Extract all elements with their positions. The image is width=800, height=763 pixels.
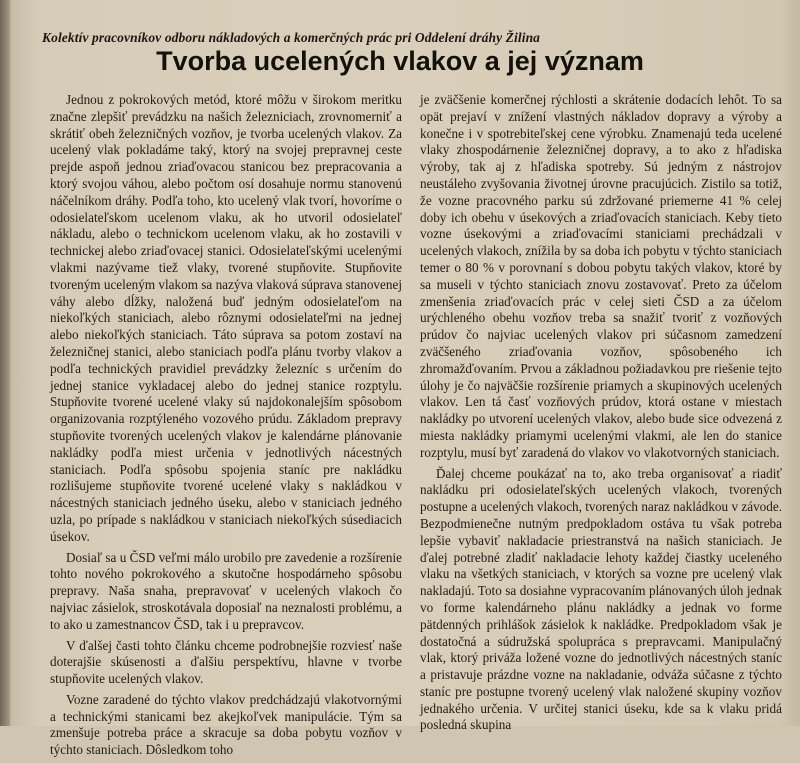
- paragraph: V ďalšej časti tohto článku chceme podrobnejšie rozviesť naše doterajšie skúsenosti a ďalšiu perspektívu, hlavne v tvorbe stupňovite ucelených vlakov.: [50, 637, 402, 687]
- paragraph: je zväčšenie komerčnej rýchlosti a skrátenie dodacích lehôt. To sa opät prejaví v znížení vlastných nákladov dopravy a výroby a konečne i v spotrebiteľskej cene výrobku. Znamenajú teda ucelené vlaky zhospodárnenie železničnej dopravy, a to ako z hľadiska výroby, tak aj z hľadiska spotreby. Sú jedným z nástrojov neustáleho zvyšovania životnej úrovne pracujúcich. Zistilo sa totiž, že vozne pracovného parku sú zdržované priemerne 41 % celej doby ich obehu v úsekových a zriaďovacích staniciach. Keby tieto vozne úsekovými a zriaďovacími staniciami prechádzali v ucelených vlakoch, znížila by sa doba ich pobytu v týchto staniciach temer o 80 % v porovnaní s dobou pobytu takých vlakov, ktoré by sa museli v týchto staniciach znovu zostavovať. Preto za účelom zmenšenia zriaďovacích prác v celej sieti ČSD a za účelom urýchleného obehu vozňov treba sa snažiť tvoriť z vozňových prúdov čo najviac ucelených vlakov pri súčasnom zamedzení zväčšeného zriaďovania vozňov, spôsobeného ich zhromažďovaním. Prvou a základnou požiadavkou pre riešenie tejto úlohy je čo najväčšie rozšírenie priamych a skupinových ucelených vlakov. Len tá časť vozňových prúdov, ktorá ostane v miestach nakládky po utvorení ucelených vlakov, alebo bude sice odvezená z miesta nakládky priamymi ucelenými vlakmi, ale len do stanice rozptylu, musí byť zaradená do vlakov vo vlakotvorných staniciach.: [420, 92, 782, 460]
- article-title: Tvorba ucelených vlakov a jej význam: [156, 46, 644, 76]
- paragraph: Jednou z pokrokových metód, ktoré môžu v širokom meritku značne zlepšiť prevádzku na našich železniciach, zrovnomerniť a skrátiť obeh železničných vozňov, je tvorba ucelených vlakov. Za ucelený vlak pokladáme taký, ktorý na svojej prepravnej ceste prejde aspoň jednou zriaďovacou stanicou bez prepracovania a ktorý svojou váhou, alebo počtom osí dosahuje normu stanovenú náčelníkom dráhy. Podľa toho, kto ucelený vlak tvorí, hovoríme o odosielateľskom ucelenom vlaku, ak ho utvoril odosielateľ nákladu, alebo o technickom ucelenom vlaku, ak ho zostavili v technickej alebo zriaďovacej stanici. Odosielateľskými ucelenými vlakmi nazývame tiež vlaky, tvorené stupňovite. Stupňovite tvoreným uceleným vlakom sa nazýva vlaková súprava stanovenej váhy alebo dĺžky, naložená buď jedným odosielateľom na niekoľkých staniciach, alebo rôznymi odosielateľmi na jednej alebo niekoľkých staniciach. Táto súprava sa potom zostaví na železničnej stanici, alebo staniciach podľa plánu tvorby vlakov a podľa technických pravidiel prevádzky železníc s určením do jednej stanice vykladacej alebo do jednej stanice rozptylu. Stupňovite tvorené ucelené vlaky sú najdokonalejším spôsobom organizovania rozptýleného vozového prúdu. Základom prepravy stupňovite tvorených ucelených vlakov je kalendárne plánovanie nakládky podľa miest určenia v jednotlivých nácestných staniciach. Podľa spôsobu spojenia staníc pre nakládku rozlišujeme stupňovite tvorené ucelené vlaky s nakládkou v nácestných staniciach jedného úseku, alebo v staniciach jedného uzla, po prípade s nakládkou v staniciach niekoľkých súsediacich úsekov.: [50, 92, 402, 544]
- page-binding-edge: [0, 0, 10, 726]
- right-column: [420, 92, 782, 738]
- paragraph: Vozne zaradené do týchto vlakov predchádzajú vlakotvornými a technickými stanicami bez akejkoľvek manipulácie. Tým sa zmenšuje potreba práce a skracuje sa doba pobytu vozňov v týchto staniciach. Dôsledkom toho: [50, 691, 402, 758]
- paragraph: Dosiaľ sa u ČSD veľmi málo urobilo pre zavedenie a rozšírenie tohto nového pokrokového a skutočne hospodárneho spôsobu prepravy. Naša snaha, prepravovať v ucelených vlakoch čo najviac zásielok, stroskotávala doposiaľ na neznalosti problému, a to ako u zamestnancov ČSD, tak i u prepravcov.: [50, 549, 402, 632]
- left-column: [50, 92, 402, 763]
- article-byline: Kolektív pracovníkov odboru nákladových a komerčných prác pri Oddelení dráhy Žilina: [42, 30, 541, 45]
- paragraph: Ďalej chceme poukázať na to, ako treba organisovať a riadiť nakládku pri odosielateľských ucelených vlakoch, tvorených postupne a ucelených vlakoch, tvorených naraz nakládkou v závode. Bezpodmienečne nutným predpokladom ostáva tu však potreba lepšie vybaviť nakladacie priestranstvá na našich staniciach. Je ďalej potrebné zladiť nakladacie lehoty každej čiastky uceleného vlaku na všetkých staniciach, v ktorých sa vozne pre ucelený vlak nakladajú. Toto sa dosiahne vypracovaním plánovaných úloh jednak vo forme kalendárneho plánu nakládky a jednak vo forme pätdenných prihlášok zásielok k nakládke. Predpokladom však je dostatočná a súdružská spolupráca s prepravcami. Manipulačný vlak, ktorý priváža ložené vozne do jednotlivých nácestných staníc a pristavuje prázdne vozne na nakladanie, odváža súčasne z týchto staníc pre postupne tvorený ucelený vlak naložené skupiny vozňov jednakého určenia. V určitej stanici úseku, kde sa k vlaku pridá posledná skupina: [420, 465, 782, 733]
